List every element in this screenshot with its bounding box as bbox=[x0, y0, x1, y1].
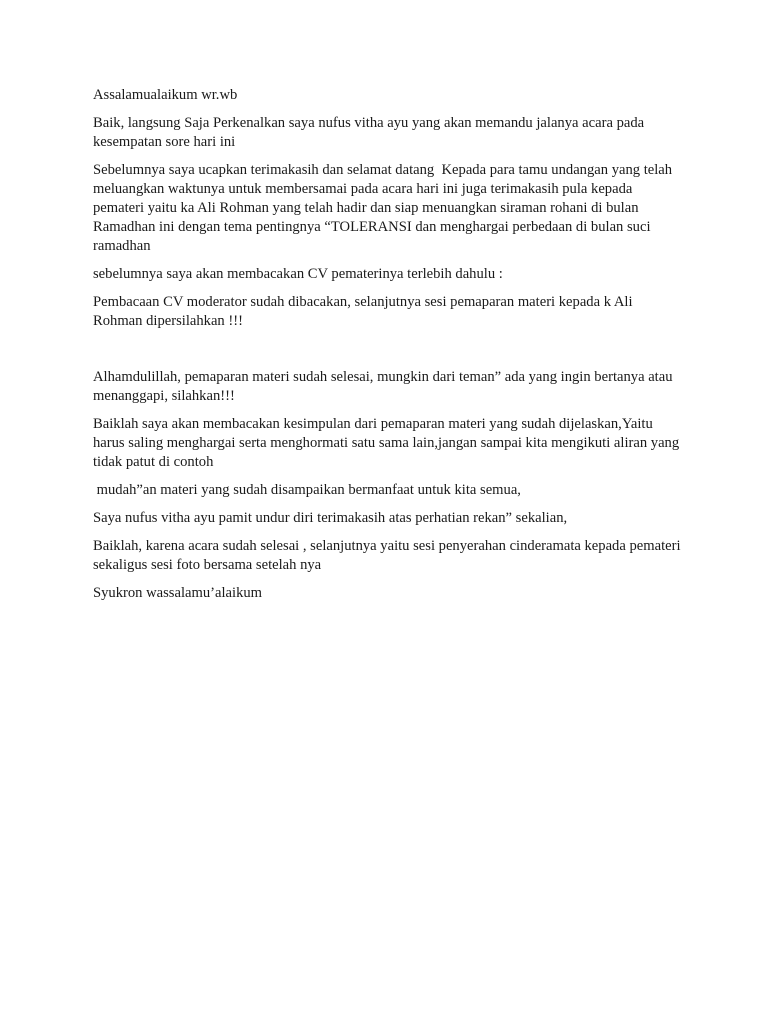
greeting-closing: Syukron wassalamu’alaikum bbox=[93, 585, 263, 601]
paragraph-conclusion: Baiklah saya akan membacakan kesimpulan dari pemaparan materi yang sudah dijelaskan,Yaitu harus saling menghargai serta menghormati satu sama lain,jangan sampai kita mengikuti aliran yang tidak patut di contoh bbox=[93, 416, 683, 470]
document-page bbox=[93, 86, 683, 612]
paragraph-cv-read: Pembacaan CV moderator sudah dibacakan, selanjutnya sesi pemaparan materi kepada k Ali Rohman dipersilahkan !!! bbox=[93, 294, 637, 329]
paragraph-farewell: Saya nufus vitha ayu pamit undur diri terimakasih atas perhatian rekan” sekalian, bbox=[93, 510, 568, 526]
paragraph-souvenir: Baiklah, karena acara sudah selesai , selanjutnya yaitu sesi penyerahan cinderamata kepada pemateri sekaligus sesi foto bersama setelah nya bbox=[93, 538, 685, 573]
blank-line bbox=[93, 340, 683, 368]
greeting-opening: Assalamualaikum wr.wb bbox=[93, 87, 238, 103]
paragraph-welcome: Sebelumnya saya ucapkan terimakasih dan selamat datang Kepada para tamu undangan yang telah meluangkan waktunya untuk membersamai pada acara hari ini juga terimakasih pula kepada pemateri yaitu ka Ali Rohman yang telah hadir dan siap menuangkan siraman rohani di bulan Ramadhan ini dengan tema pentingnya “TOLERANSI dan menghargai perbedaan di bulan suci ramadhan bbox=[93, 162, 676, 254]
paragraph-hope: mudah”an materi yang sudah disampaikan bermanfaat untuk kita semua, bbox=[93, 482, 521, 498]
paragraph-cv-intro: sebelumnya saya akan membacakan CV pematerinya terlebih dahulu : bbox=[93, 266, 503, 282]
paragraph-qa: Alhamdulillah, pemaparan materi sudah selesai, mungkin dari teman” ada yang ingin bertanya atau menanggapi, silahkan!!! bbox=[93, 369, 677, 404]
paragraph-introduction: Baik, langsung Saja Perkenalkan saya nufus vitha ayu yang akan memandu jalanya acara pada kesempatan sore hari ini bbox=[93, 115, 648, 150]
